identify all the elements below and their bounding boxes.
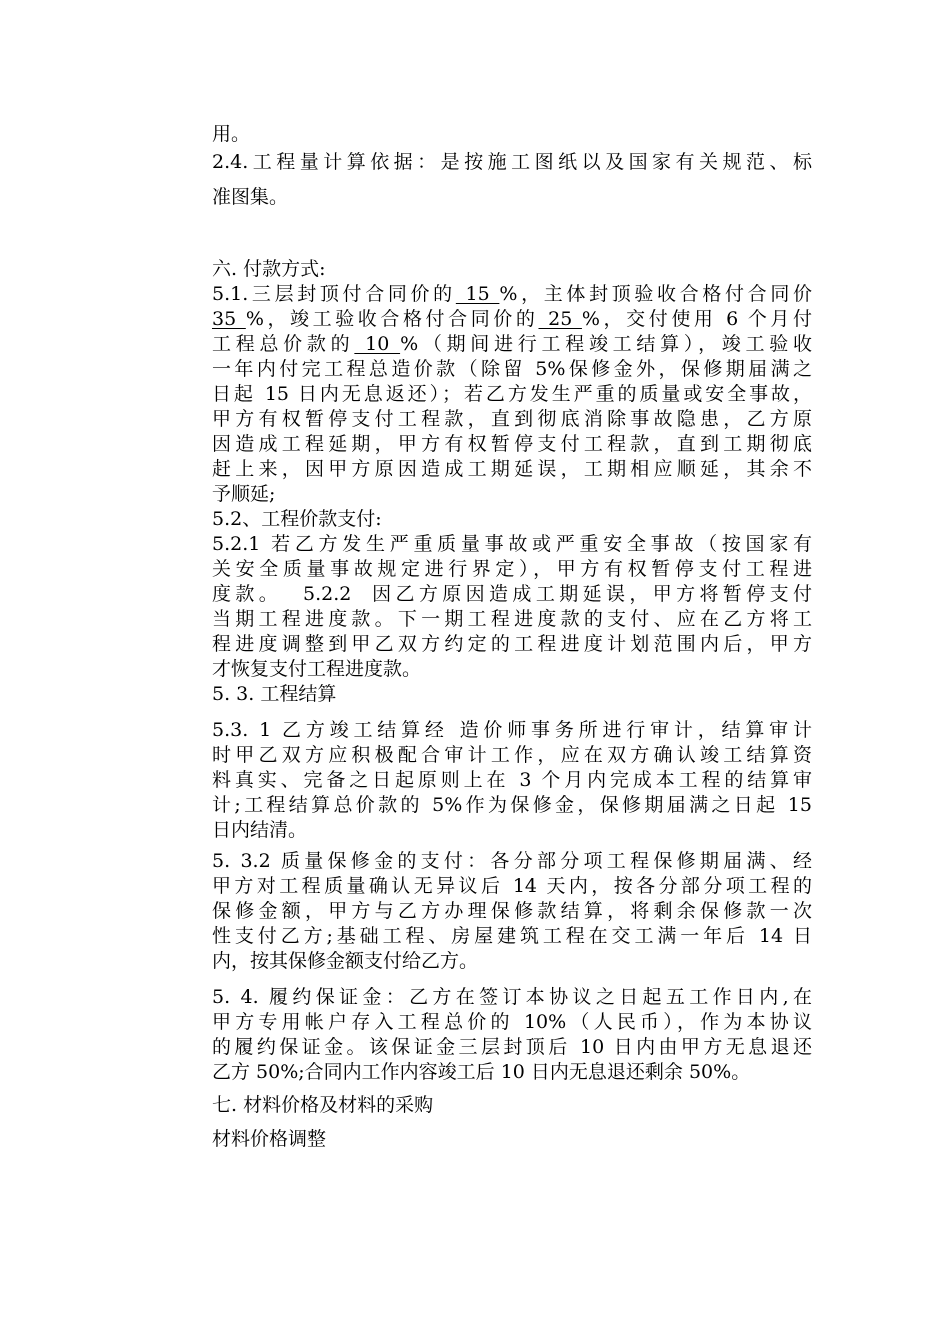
clause-5-3-1: [212, 718, 812, 843]
text-line: 料真实、完备之日起原则上在 3 个月内完成本工程的结算审: [212, 769, 812, 791]
section-heading: 七. 材料价格及材料的采购: [212, 1094, 434, 1116]
text-line: 乙方 50%;合同内工作内容竣工后 10 日内无息退还剩余 50%。: [212, 1061, 751, 1083]
text-line: 准图集。: [212, 186, 289, 208]
text-line: 5.3. 1 乙方竣工结算经 造价师事务所进行审计，结算审计: [212, 719, 812, 741]
text-line: 的履约保证金。该保证金三层封顶后 10 日内由甲方无息退还: [212, 1036, 812, 1058]
text-line: 赶上来，因甲方原因造成工期延误，工期相应顺延，其余不: [212, 458, 812, 480]
blank-value: 15: [455, 283, 500, 305]
text-line: 度款。 5.2.2 因乙方原因造成工期延误，甲方将暂停支付: [212, 583, 812, 605]
text-line: 因造成工程延期，甲方有权暂停支付工程款，直到工期彻底: [212, 433, 812, 455]
subsection-heading: 5.2、工程价款支付:: [212, 508, 382, 530]
text-line: 甲方有权暂停支付工程款，直到彻底消除事故隐患，乙方原: [212, 408, 812, 430]
text-line: 一年内付完工程总造价款（除留 5%保修金外，保修期届满之: [212, 358, 812, 380]
text-line: 关安全质量事故规定进行界定），甲方有权暂停支付工程进: [212, 558, 812, 580]
text-line: 甲方专用帐户存入工程总价的 10%（人民币），作为本协议: [212, 1011, 812, 1033]
text-line: 5.1.三层封顶付合同价的 15 %，主体封顶验收合格付合同价: [212, 283, 812, 305]
blank-value: 10: [354, 333, 401, 355]
section-7-materials: [212, 1093, 812, 1152]
section-6-payment: [212, 257, 812, 707]
text-line: 才恢复支付工程进度款。: [212, 658, 422, 680]
text-line: 5.2.1 若乙方发生严重质量事故或严重安全事故（按国家有: [212, 533, 812, 555]
text-line: 内，按其保修金额支付给乙方。: [212, 950, 479, 972]
text-line: 2.4.工程量计算依据：是按施工图纸以及国家有关规范、标: [212, 151, 812, 173]
text-line: 性支付乙方;基础工程、房屋建筑工程在交工满一年后 14 日: [212, 925, 812, 947]
text-line: 时甲乙双方应积极配合审计工作，应在双方确认竣工结算资: [212, 744, 812, 766]
text-line: 予顺延;: [212, 483, 276, 505]
subsection-heading: 5. 3. 工程结算: [212, 683, 337, 705]
blank-value: 35: [212, 308, 246, 330]
text-line: 甲方对工程质量确认无异议后 14 天内，按各分部分项工程的: [212, 875, 812, 897]
text-line: 35 %，竣工验收合格付合同价的 25 %，交付使用 6 个月付: [212, 308, 812, 330]
text-line: 计;工程结算总价款的 5%作为保修金，保修期届满之日起 15: [212, 794, 812, 816]
section-heading: 六. 付款方式:: [212, 258, 326, 280]
text-line: 日内结清。: [212, 819, 308, 841]
text-line: 工程总价款的 10 %（期间进行工程竣工结算），竣工验收: [212, 333, 812, 355]
text-line: 5. 3.2 质量保修金的支付：各分部分项工程保修期届满、经: [212, 850, 812, 872]
text-line: 材料价格调整: [212, 1128, 327, 1150]
text-line: 日起 15 日内无息返还）；若乙方发生严重的质量或安全事故，: [212, 383, 812, 405]
text-line: 保修金额，甲方与乙方办理保修款结算，将剩余保修款一次: [212, 900, 812, 922]
continuation-block: [212, 122, 812, 210]
text-line: 5. 4. 履约保证金：乙方在签订本协议之日起五工作日内,在: [212, 986, 812, 1008]
blank-value: 25: [538, 308, 582, 330]
text-line: 用。: [212, 123, 251, 145]
text-line: 当期工程进度款。下一期工程进度款的支付、应在乙方将工: [212, 608, 812, 630]
text-line: 程进度调整到甲乙双方约定的工程进度计划范围内后，甲方: [212, 633, 812, 655]
clause-5-3-2: [212, 849, 812, 974]
clause-5-4: [212, 985, 812, 1085]
